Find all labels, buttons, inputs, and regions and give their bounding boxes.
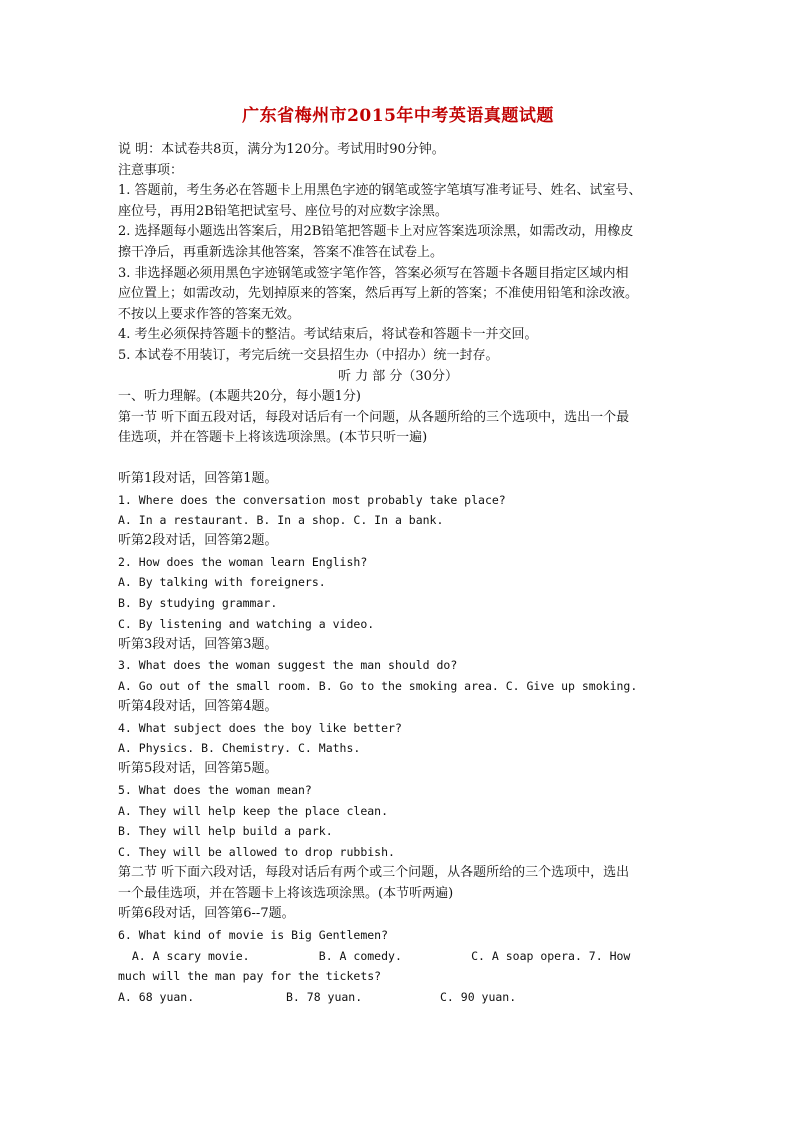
dialog-instruction: 听第4段对话，回答第4题。	[118, 699, 278, 715]
notice-line: 不按以上要求作答的答案无效。	[118, 306, 301, 322]
part-heading: 一、听力理解。(本题共20分，每小题1分)	[118, 389, 361, 405]
option-line: A. Physics. B. Chemistry. C. Maths.	[118, 741, 361, 756]
question-line: 5. What does the woman mean?	[118, 782, 312, 797]
notice-line: 1. 答题前，考生务必在答题卡上用黑色字迹的钢笔或签字笔填写准考证号、姓名、试室号、	[118, 183, 642, 199]
option-line: A. By talking with foreigners.	[118, 575, 326, 590]
option-line: B. By studying grammar.	[118, 596, 278, 611]
notice-line: 4. 考生必须保持答题卡的整洁。考试结束后，将试卷和答题卡一并交回。	[118, 327, 538, 343]
page-title: 广东省梅州市2015年中考英语真题试题	[242, 106, 554, 126]
question-line: 6. What kind of movie is Big Gentlemen?	[118, 927, 389, 942]
question-line: 4. What subject does the boy like better?	[118, 720, 402, 735]
option-line: A. In a restaurant. B. In a shop. C. In a bank.	[118, 513, 444, 528]
question-line: 1. Where does the conversation most probably take place?	[118, 492, 506, 507]
section1-instruction: 第一节 听下面五段对话，每段对话后有一个问题，从各题所给的三个选项中，选出一个最	[118, 409, 630, 425]
option-line: A. A scary movie. B. A comedy. C. A soap opera. 7. How	[118, 948, 631, 963]
option-a: A. 68 yuan.	[118, 990, 195, 1005]
option-c: C. 90 yuan.	[440, 990, 517, 1005]
section2-instruction: 第二节 听下面六段对话，每段对话后有两个或三个问题，从各题所给的三个选项中，选出	[118, 865, 630, 881]
option-line: C. By listening and watching a video.	[118, 617, 375, 632]
dialog-instruction: 听第6段对话，回答第6--7题。	[118, 906, 295, 922]
option-line: A. They will help keep the place clean.	[118, 803, 389, 818]
dialog-instruction: 听第1段对话，回答第1题。	[118, 470, 278, 486]
notice-line: 座位号，再用2B铅笔把试室号、座位号的对应数字涂黑。	[118, 203, 448, 219]
notice-line: 应位置上；如需改动，先划掉原来的答案，然后再写上新的答案；不准使用铅笔和涂改液。	[118, 286, 639, 302]
exam-page	[118, 104, 678, 1008]
question-line: 2. How does the woman learn English?	[118, 554, 368, 569]
notice-line: 5. 本试卷不用装订，考完后统一交县招生办（中招办）统一封存。	[118, 347, 499, 363]
question-line: 3. What does the woman suggest the man should do?	[118, 658, 458, 673]
option-b: B. 78 yuan.	[286, 990, 363, 1005]
option-line: A. Go out of the small room. B. Go to the smoking area. C. Give up smoking.	[118, 679, 638, 694]
intro-note: 说 明：本试卷共8页，满分为120分。考试用时90分钟。	[118, 142, 445, 157]
section2-instruction: 一个最佳选项，并在答题卡上将该选项涂黑。(本节听两遍)	[118, 885, 454, 901]
dialog-instruction: 听第5段对话，回答第5题。	[118, 761, 278, 777]
section-title: 听 力 部 分（30分）	[338, 368, 458, 384]
dialog-instruction: 听第2段对话，回答第2题。	[118, 533, 278, 549]
q7-options	[118, 987, 678, 1008]
notice-heading: 注意事项：	[118, 162, 184, 178]
question-line: much will the man pay for the tickets?	[118, 969, 382, 984]
blank-line	[118, 449, 678, 469]
section1-instruction: 佳选项，并在答题卡上将该选项涂黑。(本节只听一遍)	[118, 430, 428, 446]
notice-line: 3. 非选择题必须用黑色字迹钢笔或签字笔作答，答案必须写在答题卡各题目指定区域内相	[118, 265, 629, 281]
option-line: C. They will be allowed to drop rubbish.	[118, 845, 395, 860]
option-line: B. They will help build a park.	[118, 824, 333, 839]
notice-line: 2. 选择题每小题选出答案后，用2B铅笔把答题卡上对应答案选项涂黑，如需改动，用橡皮	[118, 224, 634, 240]
dialog-instruction: 听第3段对话，回答第3题。	[118, 636, 278, 652]
notice-line: 擦干净后，再重新选涂其他答案，答案不准答在试卷上。	[118, 244, 444, 260]
